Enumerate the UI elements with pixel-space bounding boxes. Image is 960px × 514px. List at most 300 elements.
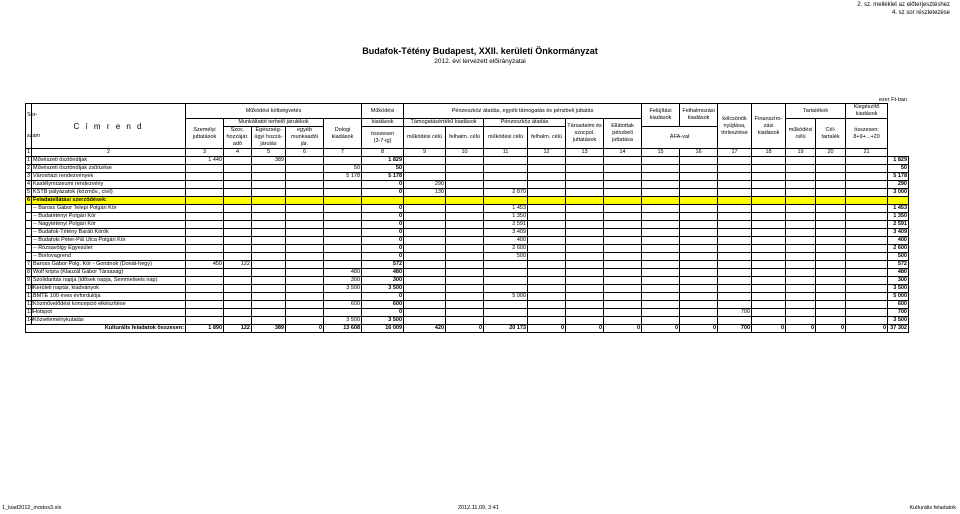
operating-expenses-header: Működési — [362, 104, 404, 119]
total-label: Kulturális feladatok összesen: — [26, 325, 186, 333]
value-cell — [642, 285, 680, 293]
total-value-cell: 16 009 — [362, 325, 404, 333]
value-cell — [224, 285, 252, 293]
health-contrib-header: Egészség-ügyi hozzá-járulás — [252, 127, 286, 149]
value-cell: 3 500 — [362, 317, 404, 325]
value-cell — [528, 189, 566, 197]
column-number: 15 — [642, 149, 680, 157]
value-cell — [484, 261, 528, 269]
table-row — [26, 253, 909, 261]
value-cell — [752, 213, 786, 221]
value-cell — [718, 197, 752, 205]
value-cell — [786, 221, 816, 229]
value-cell — [484, 197, 528, 205]
value-cell — [752, 165, 786, 173]
value-cell: 3 500 — [324, 285, 362, 293]
value-cell — [604, 181, 642, 189]
budget-table — [25, 103, 909, 333]
value-cell — [404, 221, 446, 229]
value-cell — [186, 285, 224, 293]
value-cell — [404, 245, 446, 253]
row-number: 5 — [27, 189, 31, 195]
value-cell: 1 829 — [362, 157, 404, 165]
value-cell — [252, 301, 286, 309]
value-cell — [224, 237, 252, 245]
value-cell — [752, 245, 786, 253]
value-cell — [846, 301, 888, 309]
value-cell: 0 — [362, 229, 404, 237]
column-number: 8 — [362, 149, 404, 157]
value-cell — [484, 269, 528, 277]
value-cell — [528, 213, 566, 221]
value-cell — [752, 253, 786, 261]
value-cell — [446, 261, 484, 269]
value-cell — [286, 285, 324, 293]
row-title: -- Budatétényi Polgári Kör — [32, 213, 186, 221]
value-cell — [566, 189, 604, 197]
value-cell — [816, 293, 846, 301]
value-cell — [224, 301, 252, 309]
value-cell — [528, 237, 566, 245]
value-cell — [680, 229, 718, 237]
value-cell — [362, 197, 404, 205]
value-cell — [286, 229, 324, 237]
value-cell — [286, 157, 324, 165]
value-cell — [224, 189, 252, 197]
value-cell: 400 — [484, 237, 528, 245]
value-cell: 500 — [484, 253, 528, 261]
value-cell — [816, 253, 846, 261]
value-cell: 2 591 — [888, 221, 909, 229]
value-cell — [252, 197, 286, 205]
value-cell — [286, 213, 324, 221]
value-cell — [846, 173, 888, 181]
value-cell — [752, 197, 786, 205]
value-cell — [224, 197, 252, 205]
grand-total-label: összesen: — [854, 126, 879, 133]
row-title: BMTE 100 éves évfordulója — [32, 293, 186, 301]
row-number: 8 — [27, 269, 31, 275]
value-cell — [484, 173, 528, 181]
value-cell — [846, 293, 888, 301]
value-cell — [252, 165, 286, 173]
value-cell — [446, 237, 484, 245]
reserves-header: Tartalékok — [786, 104, 846, 119]
total-value-cell: 1 890 — [186, 325, 224, 333]
value-cell — [224, 309, 252, 317]
table-header — [26, 104, 909, 157]
value-cell — [528, 221, 566, 229]
value-cell — [404, 269, 446, 277]
value-cell — [252, 245, 286, 253]
value-cell — [528, 205, 566, 213]
value-cell — [816, 277, 846, 285]
accumulation-header: Felhalmozási kiadások — [680, 104, 718, 127]
value-cell — [816, 173, 846, 181]
value-cell — [404, 293, 446, 301]
value-cell — [680, 293, 718, 301]
value-cell: 122 — [224, 261, 252, 269]
value-cell — [484, 181, 528, 189]
value-cell: 300 — [362, 277, 404, 285]
value-cell — [752, 293, 786, 301]
annex-note: 2. sz. melléklet az előterjesztéshez — [857, 2, 950, 8]
value-cell — [252, 213, 286, 221]
value-cell — [186, 277, 224, 285]
value-cell — [786, 165, 816, 173]
value-cell — [786, 245, 816, 253]
grant-operating-header: működési célú — [404, 127, 446, 149]
total-value-cell: 389 — [252, 325, 286, 333]
value-cell — [566, 301, 604, 309]
row-number: 14 — [27, 317, 34, 323]
value-cell — [286, 309, 324, 317]
value-cell: 2 870 — [484, 189, 528, 197]
table-row — [26, 221, 909, 229]
row-title: Közművelődési koncepció elkészítése — [32, 301, 186, 309]
value-cell — [186, 229, 224, 237]
value-cell — [752, 205, 786, 213]
value-cell: 2 600 — [888, 245, 909, 253]
value-cell — [404, 317, 446, 325]
value-cell — [752, 317, 786, 325]
value-cell — [404, 253, 446, 261]
value-cell — [752, 301, 786, 309]
value-cell — [566, 213, 604, 221]
value-cell — [604, 229, 642, 237]
table-row — [26, 165, 909, 173]
value-cell — [484, 277, 528, 285]
row-number: 10 — [27, 285, 34, 291]
row-title: Szolidaritás napja (idősek napja, Semmelweis nap) — [32, 277, 186, 285]
value-cell — [680, 213, 718, 221]
cared-header: Ellátottak pénzbeli juttatása — [604, 119, 642, 149]
value-cell — [816, 157, 846, 165]
value-cell: 572 — [362, 261, 404, 269]
value-cell — [752, 181, 786, 189]
value-cell — [186, 317, 224, 325]
row-title: -- Baross Gábor Telepi Polgári Kör — [32, 205, 186, 213]
value-cell — [286, 277, 324, 285]
total-value-cell: 0 — [446, 325, 484, 333]
value-cell: 450 — [186, 261, 224, 269]
value-cell — [718, 165, 752, 173]
value-cell — [642, 245, 680, 253]
value-cell — [642, 165, 680, 173]
value-cell — [680, 157, 718, 165]
value-cell — [224, 157, 252, 165]
value-cell — [816, 165, 846, 173]
total-value-cell: 37 302 — [888, 325, 909, 333]
value-cell — [846, 205, 888, 213]
value-cell — [224, 245, 252, 253]
value-cell: 2 591 — [484, 221, 528, 229]
value-cell — [642, 237, 680, 245]
value-cell — [680, 285, 718, 293]
value-cell — [642, 253, 680, 261]
value-cell — [446, 205, 484, 213]
value-cell — [642, 277, 680, 285]
value-cell — [566, 285, 604, 293]
value-cell — [816, 301, 846, 309]
value-cell — [566, 157, 604, 165]
value-cell — [846, 197, 888, 205]
value-cell: 1 453 — [888, 205, 909, 213]
value-cell — [718, 237, 752, 245]
column-number: 12 — [528, 149, 566, 157]
operating-reserve-header: működési célú — [786, 119, 816, 149]
value-cell: 600 — [324, 301, 362, 309]
value-cell — [846, 309, 888, 317]
row-title: Városházi rendezvények — [32, 173, 186, 181]
column-number: 11 — [484, 149, 528, 157]
value-cell — [718, 261, 752, 269]
table-row — [26, 157, 909, 165]
value-cell — [224, 221, 252, 229]
value-cell — [846, 213, 888, 221]
value-cell — [252, 229, 286, 237]
value-cell: 3 500 — [888, 317, 909, 325]
social-header: Társadalmi és szocpol. juttatások — [566, 119, 604, 149]
value-cell — [404, 237, 446, 245]
value-cell — [404, 277, 446, 285]
value-cell — [528, 181, 566, 189]
total-value-cell: 0 — [752, 325, 786, 333]
value-cell: 290 — [404, 181, 446, 189]
other-contrib-header: egyéb munkaadói jár. — [286, 127, 324, 149]
value-cell — [286, 293, 324, 301]
sorszam-top: Sor- — [27, 112, 38, 118]
row-number: 2 — [27, 165, 31, 171]
value-cell — [404, 285, 446, 293]
total-value-cell: 13 608 — [324, 325, 362, 333]
total-value-cell: 0 — [528, 325, 566, 333]
operating-budget-header: Működési költségvetés — [186, 104, 362, 119]
row-title: Hotspot — [32, 309, 186, 317]
value-cell — [718, 269, 752, 277]
value-cell — [680, 173, 718, 181]
value-cell — [224, 277, 252, 285]
loans-header: kölcsönök nyújtása, törlesztése — [718, 104, 752, 149]
value-cell — [718, 245, 752, 253]
value-cell: 480 — [362, 269, 404, 277]
value-cell — [186, 301, 224, 309]
value-cell — [484, 301, 528, 309]
value-cell — [846, 157, 888, 165]
value-cell: 290 — [888, 181, 909, 189]
value-cell — [604, 189, 642, 197]
row-title: Feladatellátási szerződések: — [32, 197, 186, 205]
financing-header: Finanszíro-zási kiadások — [752, 104, 786, 149]
column-number: 18 — [752, 149, 786, 157]
total-row — [26, 325, 909, 333]
page-title: Budafok-Tétény Budapest, XXII. kerületi Önkormányzat — [362, 46, 598, 56]
value-cell — [786, 309, 816, 317]
value-cell — [252, 237, 286, 245]
grant-capital-header: felhalm. célú — [446, 127, 484, 149]
value-cell — [642, 261, 680, 269]
value-cell: 0 — [362, 181, 404, 189]
value-cell — [186, 165, 224, 173]
column-number: 9 — [404, 149, 446, 157]
value-cell — [680, 301, 718, 309]
row-number: 11 — [27, 293, 33, 299]
value-cell — [528, 245, 566, 253]
value-cell — [816, 205, 846, 213]
grand-total-header — [846, 119, 888, 149]
value-cell — [566, 253, 604, 261]
value-cell — [816, 229, 846, 237]
value-cell — [604, 197, 642, 205]
value-cell — [252, 285, 286, 293]
value-cell — [286, 221, 324, 229]
value-cell — [446, 173, 484, 181]
value-cell — [186, 269, 224, 277]
value-cell — [816, 237, 846, 245]
row-title: KSTB pályázatok (közműv., civil) — [32, 189, 186, 197]
value-cell — [186, 197, 224, 205]
unit-label: ezer Ft-ban — [878, 97, 907, 103]
value-cell — [846, 221, 888, 229]
value-cell — [404, 301, 446, 309]
value-cell: 5 178 — [888, 173, 909, 181]
footer-datetime: 2012.11.09, 3:41 — [458, 505, 499, 511]
value-cell — [528, 261, 566, 269]
value-cell — [752, 309, 786, 317]
row-title: Kerületi naptár, kiadványok — [32, 285, 186, 293]
value-cell — [224, 205, 252, 213]
value-cell — [642, 293, 680, 301]
table-row — [26, 245, 909, 253]
supplementary-top: Kiegészítő — [853, 104, 880, 110]
value-cell — [324, 157, 362, 165]
value-cell — [252, 261, 286, 269]
value-cell — [846, 237, 888, 245]
value-cell — [404, 165, 446, 173]
value-cell: 500 — [888, 253, 909, 261]
value-cell — [446, 269, 484, 277]
value-cell: 3 500 — [324, 317, 362, 325]
value-cell — [604, 221, 642, 229]
value-cell — [604, 301, 642, 309]
row-detail-note: 4. sz sor részletezése — [891, 10, 950, 16]
total-value-cell: 0 — [816, 325, 846, 333]
column-number: 5 — [252, 149, 286, 157]
value-cell — [252, 181, 286, 189]
value-cell — [604, 277, 642, 285]
value-cell — [404, 261, 446, 269]
value-cell — [642, 221, 680, 229]
value-cell — [718, 301, 752, 309]
value-cell — [642, 197, 680, 205]
value-cell — [528, 309, 566, 317]
value-cell — [718, 221, 752, 229]
value-cell: 572 — [888, 261, 909, 269]
value-cell — [846, 189, 888, 197]
value-cell — [446, 317, 484, 325]
value-cell: 5 000 — [484, 293, 528, 301]
value-cell: 389 — [252, 157, 286, 165]
value-cell — [680, 269, 718, 277]
value-cell — [446, 221, 484, 229]
value-cell — [286, 261, 324, 269]
value-cell — [252, 277, 286, 285]
value-cell — [252, 293, 286, 301]
value-cell: 300 — [888, 277, 909, 285]
value-cell — [718, 213, 752, 221]
value-cell — [224, 181, 252, 189]
value-cell — [566, 293, 604, 301]
value-cell — [566, 237, 604, 245]
target-reserve-header: Cél-tartalék — [816, 119, 846, 149]
value-cell: 1 350 — [888, 213, 909, 221]
value-cell — [528, 197, 566, 205]
table-row — [26, 293, 909, 301]
row-title: -- Borlovagrend — [32, 253, 186, 261]
value-cell — [528, 317, 566, 325]
value-cell — [252, 253, 286, 261]
value-cell — [286, 165, 324, 173]
subtotal-formula: (3-7-ig) — [373, 137, 392, 144]
table-row — [26, 285, 909, 293]
value-cell — [816, 221, 846, 229]
value-cell — [252, 317, 286, 325]
value-cell — [566, 165, 604, 173]
table-row — [26, 181, 909, 189]
value-cell — [604, 237, 642, 245]
value-cell: 0 — [362, 293, 404, 301]
value-cell — [484, 309, 528, 317]
value-cell — [404, 229, 446, 237]
value-cell — [786, 181, 816, 189]
value-cell: 600 — [362, 301, 404, 309]
table-row — [26, 197, 909, 205]
value-cell — [786, 269, 816, 277]
value-cell — [252, 269, 286, 277]
value-cell — [680, 253, 718, 261]
value-cell — [528, 173, 566, 181]
value-cell: 1 350 — [484, 213, 528, 221]
value-cell — [324, 309, 362, 317]
value-cell — [224, 293, 252, 301]
value-cell: 0 — [362, 205, 404, 213]
value-cell — [286, 181, 324, 189]
value-cell: 0 — [362, 245, 404, 253]
value-cell: 480 — [888, 269, 909, 277]
value-cell — [680, 309, 718, 317]
value-cell — [816, 285, 846, 293]
value-cell — [752, 261, 786, 269]
value-cell — [528, 157, 566, 165]
value-cell — [566, 205, 604, 213]
value-cell — [718, 181, 752, 189]
value-cell: 3 500 — [362, 285, 404, 293]
value-cell — [816, 197, 846, 205]
table-row — [26, 173, 909, 181]
value-cell — [528, 277, 566, 285]
value-cell — [528, 293, 566, 301]
column-number: 19 — [786, 149, 816, 157]
row-number: 6 — [27, 197, 31, 203]
footer-filename: 1_kiad2012_modos3.xls — [2, 505, 62, 511]
row-title: Baross Gábor Polg. Kör - Gondnok (Donát-hegy) — [32, 261, 186, 269]
value-cell — [566, 181, 604, 189]
value-cell: 3 409 — [888, 229, 909, 237]
value-cell — [680, 181, 718, 189]
column-number: 4 — [224, 149, 252, 157]
value-cell — [324, 245, 362, 253]
value-cell — [566, 269, 604, 277]
